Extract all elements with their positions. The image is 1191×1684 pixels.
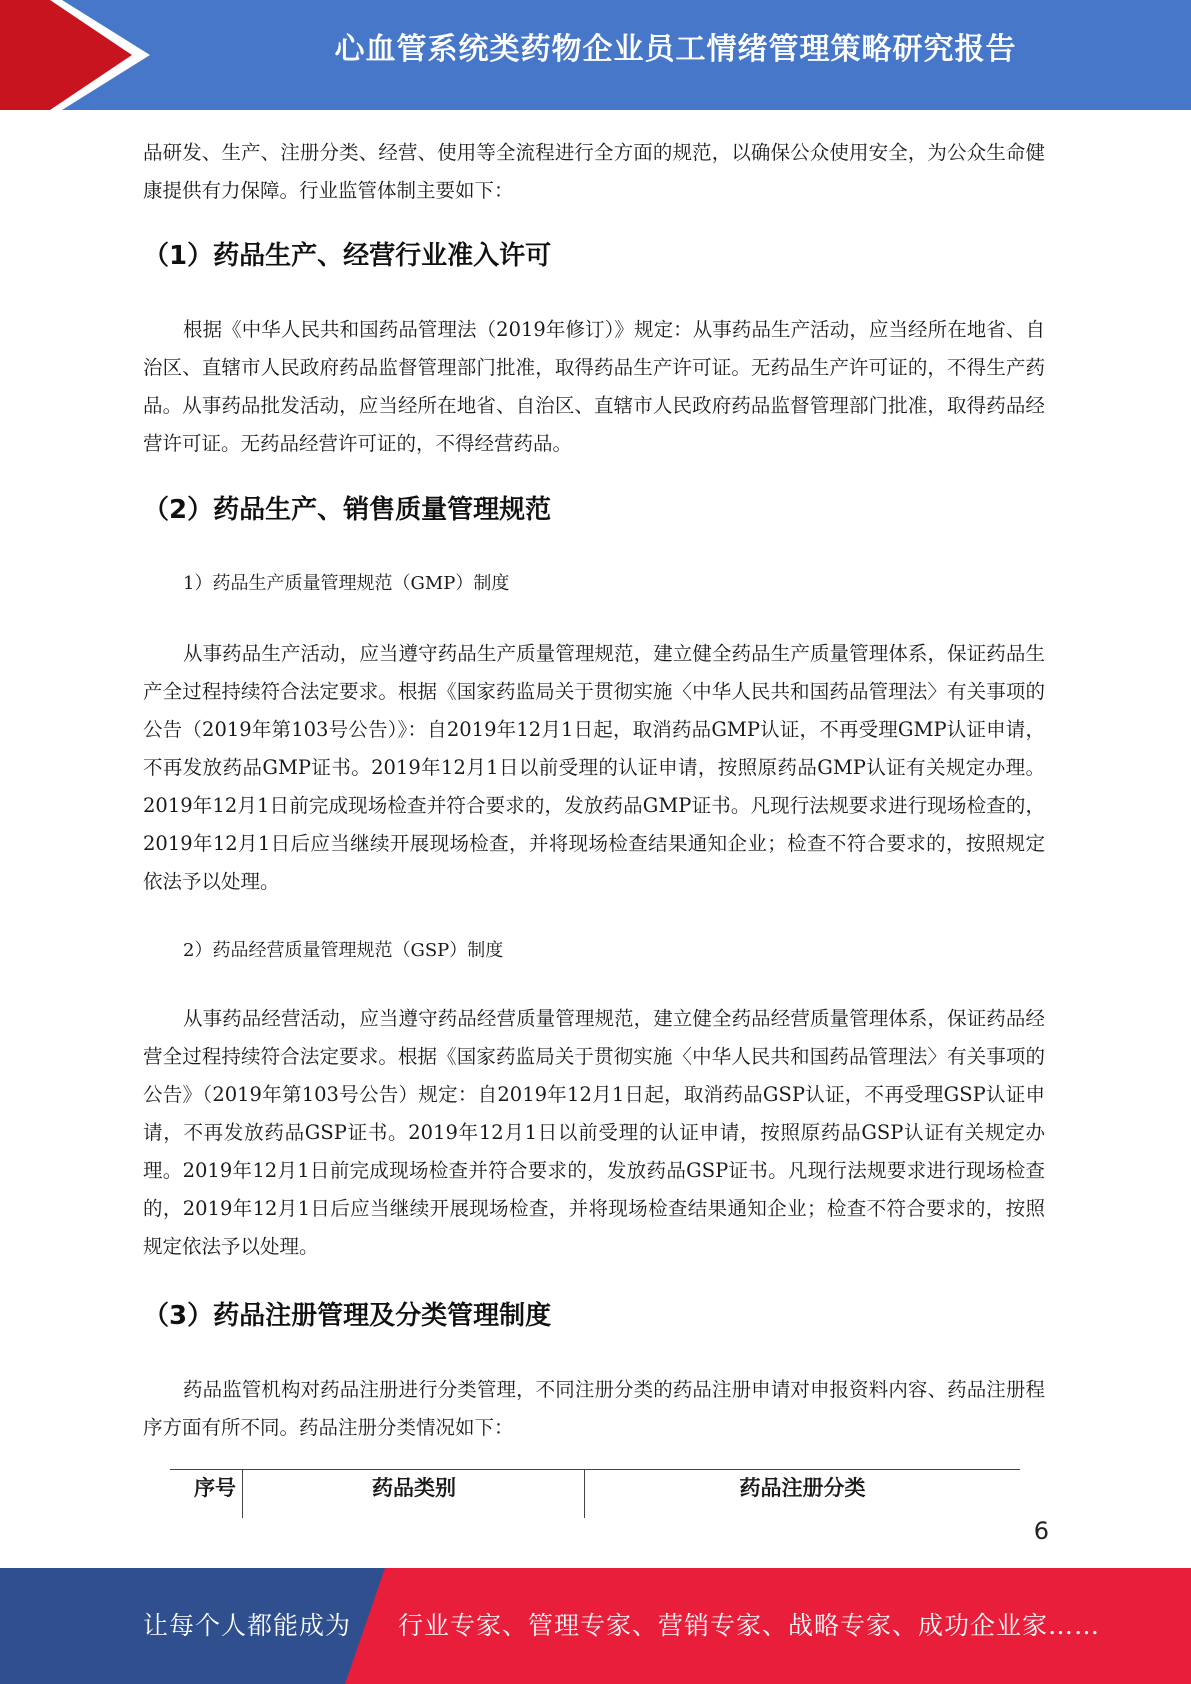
- section-3-heading: （3）药品注册管理及分类管理制度: [143, 1301, 552, 1331]
- footer-slogan-right: 行业专家、管理专家、营销专家、战略专家、成功企业家……: [398, 1611, 1101, 1640]
- section-2-heading: （2）药品生产、销售质量管理规范: [143, 495, 552, 525]
- header-arrow-icon: [0, 0, 150, 110]
- gsp-paragraph: 从事药品经营活动，应当遵守药品经营质量管理规范，建立健全药品经营质量管理体系，保证药品经营全过程持续符合法定要求。根据《国家药监局关于贯彻实施〈中华人民共和国药品管理法〉有关事项的公告》（2019年第103号公告）规定：自2019年12月1日起，取消药品GSP认证，不再受理GSP认证申请，不再发放药品GSP证书。2019年12月1日以前受理的认证申请，按照原药品GSP认证有关规定办理。2019年12月1日前完成现场检查并符合要求的，发放药品GSP证书。凡现行法规要求进行现场检查的，2019年12月1日后应当继续开展现场检查，并将现场检查结果通知企业；检查不符合要求的，按照规定依法予以处理。: [143, 1007, 1045, 1258]
- table-header-registration: 药品注册分类: [739, 1476, 866, 1500]
- section-1-paragraph: 根据《中华人民共和国药品管理法（2019年修订）》规定：从事药品生产活动，应当经所在地省、自治区、直辖市人民政府药品监督管理部门批准，取得药品生产许可证。无药品生产许可证的，不得生产药品。从事药品批发活动，应当经所在地省、自治区、直辖市人民政府药品监督管理部门批准，取得药品经营许可证。无药品经营许可证的，不得经营药品。: [143, 318, 1045, 455]
- registration-table: [170, 1469, 1020, 1518]
- table-header-category: 药品类别: [244, 1470, 585, 1518]
- section-3-paragraph: 药品监管机构对药品注册进行分类管理，不同注册分类的药品注册申请对申报资料内容、药品注册程序方面有所不同。药品注册分类情况如下：: [143, 1378, 1045, 1439]
- intro-paragraph: 品研发、生产、注册分类、经营、使用等全流程进行全方面的规范，以确保公众使用安全，为公众生命健康提供有力保障。行业监管体制主要如下：: [143, 141, 1045, 202]
- gmp-subheading: 1）药品生产质量管理规范（GMP）制度: [183, 573, 510, 594]
- gsp-subheading: 2）药品经营质量管理规范（GSP）制度: [183, 940, 504, 961]
- report-title: 心血管系统类药物企业员工情绪管理策略研究报告: [334, 32, 1017, 67]
- page-number: 6: [1033, 1517, 1049, 1545]
- section-1-heading: （1）药品生产、经营行业准入许可: [143, 241, 552, 271]
- gmp-paragraph: 从事药品生产活动，应当遵守药品生产质量管理规范，建立健全药品生产质量管理体系，保证药品生产全过程持续符合法定要求。根据《国家药监局关于贯彻实施〈中华人民共和国药品管理法〉有关事项的公告（2019年第103号公告）》：自2019年12月1日起，取消药品GMP认证，不再受理GMP认证申请，不再发放药品GMP证书。2019年12月1日以前受理的认证申请，按照原药品GMP认证有关规定办理。2019年12月1日前完成现场检查并符合要求的，发放药品GMP证书。凡现行法规要求进行现场检查的，2019年12月1日后应当继续开展现场检查，并将现场检查结果通知企业；检查不符合要求的，按照规定依法予以处理。: [143, 642, 1045, 893]
- footer-slogan-left: 让每个人都能成为: [143, 1611, 352, 1640]
- table-header-index: 序号: [170, 1470, 243, 1518]
- page-header: [0, 0, 1191, 110]
- page-footer: [0, 1568, 1191, 1684]
